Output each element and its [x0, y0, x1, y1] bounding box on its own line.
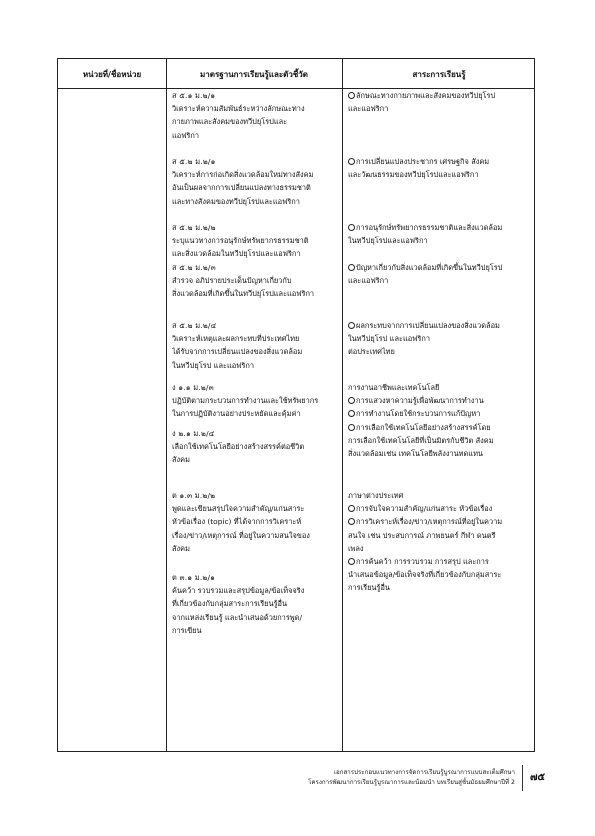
standard-text: กายภาพและสังคมของทวีปยุโรปและ — [172, 117, 288, 127]
content-line — [348, 421, 532, 434]
content-line — [348, 274, 532, 287]
standard-text: การเขียน — [172, 625, 202, 635]
content-text: และแอฟริกา — [348, 104, 389, 114]
standard-text: เลือกใช้เทคโนโลยีอย่างสร้างสรรค์ต่อชีวิต — [172, 442, 305, 452]
content-block — [348, 381, 532, 460]
header-unit: หน่วยที่/ชื่อหน่วย — [82, 69, 142, 79]
content-line — [348, 502, 532, 515]
standard-text: สังคม — [172, 455, 190, 465]
content-text: การเปลี่ยนแปลงประชากร เศรษฐกิจ สังคม — [356, 157, 490, 166]
content-line — [348, 102, 532, 115]
standard-text: ปฏิบัติตามกระบวนการทำงานและใช้ทรัพยากร — [172, 396, 319, 406]
content-text: ผลกระทบจากการเปลี่ยนแปลงของสิ่งแวดล้อม — [356, 321, 500, 330]
standard-text: และทางสังคมของทวีปยุโรปและแอฟริกา — [172, 196, 300, 206]
content-line — [348, 89, 532, 102]
content-block — [348, 319, 532, 359]
content-line — [348, 529, 532, 542]
content-text: สนใจ เช่น ประสบการณ์ ภาพยนตร์ กีฬา ดนตรี — [348, 530, 496, 540]
standard-text: ในการปฏิบัติงานอย่างประหยัดและคุ้มค่า — [172, 409, 301, 419]
content-line — [348, 407, 532, 420]
content-line — [348, 542, 532, 555]
content-block — [348, 89, 532, 115]
standard-block — [172, 319, 340, 372]
content-line — [348, 581, 532, 594]
standard-block — [172, 155, 340, 208]
content-text: ภาษาต่างประเทศ — [348, 491, 404, 500]
bullet-circle-icon — [348, 518, 355, 525]
standard-text: ที่เกี่ยวข้องกับกลุ่มสาระการเรียนรู้อื่น — [172, 599, 288, 609]
standard-text: และสิ่งแวดล้อมในทวีปยุโรปและแอฟริกา — [172, 249, 301, 259]
footer-line-2: โครงการพัฒนาการเรียนรู้บูรณาการและน้อมนำ บทเรียนสู่ชั้นมัธยมศึกษาปีที่ 2 — [308, 779, 515, 786]
page-number: ๗๕ — [530, 772, 546, 783]
content-text: ต่อประเทศไทย — [348, 347, 395, 357]
bullet-circle-icon — [348, 397, 355, 404]
column-divider — [342, 59, 343, 751]
standard-code: ง ๑.๑ ม.๒/๓ — [172, 383, 214, 392]
content-text: การแสวงหาความรู้เพื่อพัฒนาการทำงาน — [356, 396, 484, 406]
standard-text: สิ่งแวดล้อมที่เกิดขึ้นในทวีปยุโรปและแอฟริกา — [172, 289, 315, 299]
standard-code: ส ๕.๒ ม.๒/๓ — [172, 263, 216, 272]
bullet-circle-icon — [348, 410, 355, 417]
content-line — [348, 447, 532, 460]
content-text: การงานอาชีพและเทคโนโลยี — [348, 383, 440, 392]
content-line — [348, 381, 532, 394]
table-header-row — [58, 59, 534, 89]
content-text: การค้นคว้า การรวบรวม การสรุป และการ — [356, 557, 489, 567]
standard-text: ระบุแนวทางการอนุรักษ์ทรัพยากรธรรมชาติ — [172, 236, 309, 246]
standard-block — [172, 221, 340, 261]
page-footer — [308, 768, 515, 788]
content-line — [348, 345, 532, 358]
content-text: การอนุรักษ์ทรัพยากรธรรมชาติและสิ่งแวดล้อม — [356, 223, 503, 232]
content-text: ปัญหาเกี่ยวกับสิ่งแวดล้อมที่เกิดขึ้นในทวีปยุโรป — [356, 263, 503, 272]
bullet-circle-icon — [348, 558, 355, 565]
bullet-circle-icon — [348, 264, 355, 271]
content-text: และวัฒนธรรมของทวีปยุโรปและแอฟริกา — [348, 170, 479, 180]
standard-code: ง ๒.๑ ม.๒/๔ — [172, 429, 215, 438]
standard-text: วิเคราะห์ความสัมพันธ์ระหว่างลักษณะทาง — [172, 104, 305, 114]
header-content: สาระการเรียนรู้ — [412, 69, 466, 79]
standard-text: เรื่อง/ข่าว/เหตุการณ์ ที่อยู่ในความสนใจของ — [172, 530, 310, 540]
standard-text: ได้รับจากการเปลี่ยนแปลงของสิ่งแวดล้อม — [172, 347, 303, 357]
content-text: การเลือกใช้เทคโนโลยีที่เป็นมิตรกับชีวิต สังคม — [348, 435, 494, 445]
content-text: การเรียนรู้อื่น — [348, 583, 390, 593]
content-line — [348, 261, 532, 274]
standard-code: ส ๕.๑ ม.๒/๑ — [172, 91, 216, 100]
content-line — [348, 332, 532, 345]
content-text: ลักษณะทางกายภาพและสังคมของทวีปยุโรป — [356, 91, 496, 100]
standard-block — [172, 571, 340, 637]
bullet-circle-icon — [348, 158, 355, 165]
bullet-circle-icon — [348, 224, 355, 231]
content-text: การทำงานโดยใช้กระบวนการแก้ปัญหา — [356, 409, 481, 419]
standard-code: ส ๕.๒ ม.๒/๒ — [172, 223, 216, 232]
standard-text: จากแหล่งเรียนรู้ และนำเสนอด้วยการพูด/ — [172, 612, 302, 622]
content-block — [348, 221, 532, 247]
bullet-circle-icon — [348, 322, 355, 329]
bullet-circle-icon — [348, 92, 355, 99]
content-text: นำเสนอข้อมูล/ข้อเท็จจริงที่เกี่ยวข้องกับกลุ่มสาระ — [348, 570, 502, 580]
standard-block — [172, 89, 340, 142]
content-text: ในทวีปยุโรป และแอฟริกา — [348, 334, 430, 344]
content-text: ในทวีปยุโรปและแอฟริกา — [348, 236, 428, 246]
bullet-circle-icon — [348, 505, 355, 512]
standard-code: ต ๓.๑ ม.๒/๑ — [172, 573, 216, 582]
content-line — [348, 319, 532, 332]
standard-text: หัวข้อเรื่อง (topic) ที่ได้จากการวิเคราะห์ — [172, 517, 302, 527]
content-line — [348, 155, 532, 168]
standard-block — [172, 489, 340, 555]
standard-block — [172, 427, 340, 467]
content-line — [348, 168, 532, 181]
standard-text: ค้นคว้า รวบรวมและสรุปข้อมูล/ข้อเท็จจริง — [172, 586, 305, 596]
standard-block — [172, 381, 340, 421]
content-line — [348, 234, 532, 247]
standard-text: แอฟริกา — [172, 130, 200, 140]
content-block — [348, 489, 532, 595]
content-line — [348, 394, 532, 407]
standard-text: ในทวีปยุโรป และแอฟริกา — [172, 360, 254, 370]
content-text: เพลง — [348, 543, 364, 553]
content-line — [348, 515, 532, 528]
column-divider — [166, 59, 167, 751]
standard-text: อันเป็นผลจากการเปลี่ยนแปลงทางธรรมชาติ — [172, 183, 311, 193]
footer-line-1: เอกสารประกอบแนวทางการจัดการเรียนรู้บูรณาการแบบสะเต็มศึกษา — [333, 769, 515, 776]
content-block — [348, 155, 532, 181]
standard-code: ส ๕.๒ ม.๒/๔ — [172, 321, 217, 330]
footer-divider — [522, 765, 523, 791]
standard-text: วิเคราะห์การก่อเกิดสิ่งแวดล้อมใหม่ทางสังคม — [172, 170, 314, 180]
standard-text: สำรวจ อภิปรายประเด็นปัญหาเกี่ยวกับ — [172, 276, 292, 286]
bullet-circle-icon — [348, 424, 355, 431]
content-line — [348, 434, 532, 447]
standard-text: วิเคราะห์เหตุและผลกระทบที่ประเทศไทย — [172, 334, 300, 344]
curriculum-table — [57, 58, 535, 752]
standard-code: ต ๑.๓ ม.๒/๒ — [172, 491, 216, 500]
content-text: การจับใจความสำคัญ/แก่นสาระ หัวข้อเรื่อง — [356, 504, 493, 514]
content-line — [348, 568, 532, 581]
content-block — [348, 261, 532, 287]
content-text: และแอฟริกา — [348, 276, 389, 286]
content-line — [348, 489, 532, 502]
content-line — [348, 555, 532, 568]
standard-text: พูดและเขียนสรุปใจความสำคัญ/แก่นสาระ — [172, 504, 305, 514]
content-text: สิ่งแวดล้อมเช่น เทคโนโลยีพลังงานทดแทน — [348, 449, 483, 459]
header-standards: มาตรฐานการเรียนรู้และตัวชี้วัด — [200, 69, 308, 79]
content-text: การวิเคราะห์เรื่อง/ข่าว/เหตุการณ์ที่อยู่ในความ — [356, 517, 503, 527]
standard-block — [172, 261, 340, 301]
content-line — [348, 221, 532, 234]
content-text: การเลือกใช้เทคโนโลยีอย่างสร้างสรรค์โดย — [356, 422, 491, 432]
standard-text: สังคม — [172, 543, 190, 553]
standard-code: ส ๕.๒ ม.๒/๑ — [172, 157, 216, 166]
